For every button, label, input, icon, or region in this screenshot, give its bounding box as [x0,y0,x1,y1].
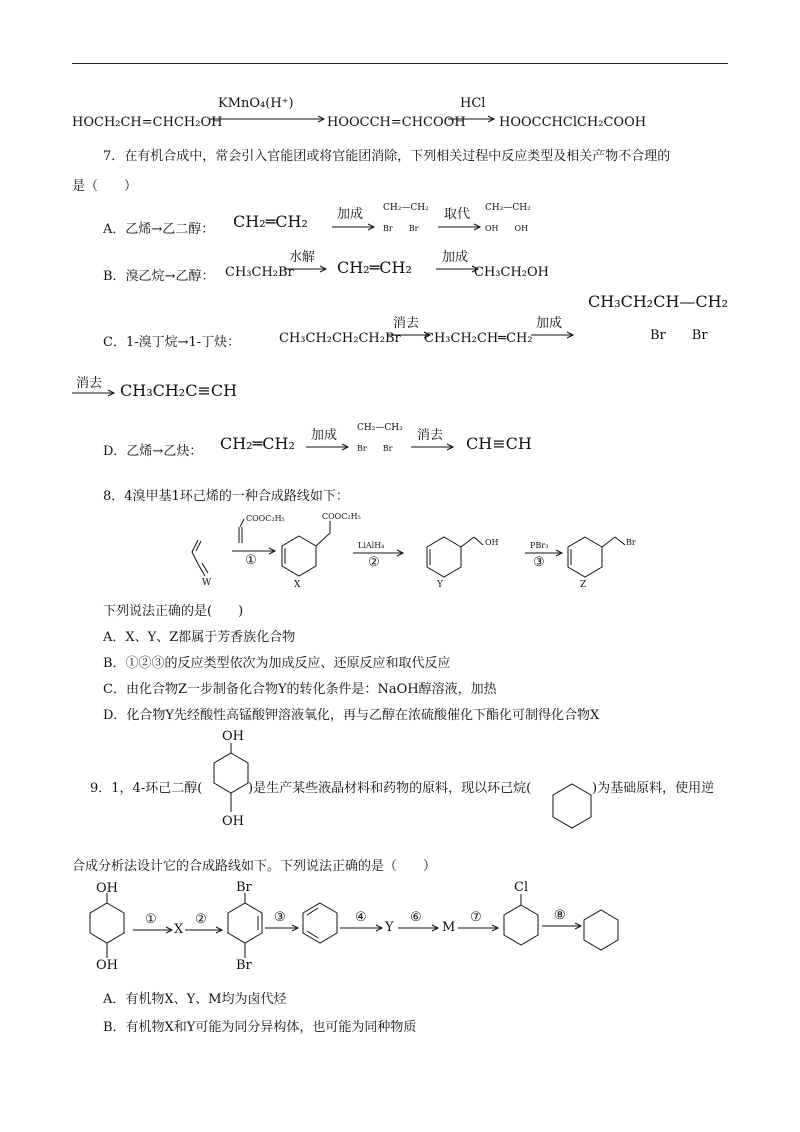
q7-a-end: CH₂—CH₂ [485,203,531,213]
q7-option-d-label: D．乙烯→乙炔： [103,444,203,459]
reaction-end: HOOCCHClCH₂COOH [499,115,647,130]
q9-stem-a: 9．1，4-环己二醇( [90,781,203,796]
q7-stem-cont: 是（ ） [72,179,138,194]
cyclohexane-product-ring [584,910,618,950]
q7-b-end: CH₃CH₂OH [474,265,549,280]
q7-a-end-sub: OH OH [485,224,529,233]
q7-d-start: CH₂═CH₂ [220,434,295,453]
q9-step-3: ③ [274,910,286,925]
chloro-ring [504,905,538,945]
q7-c-arrow2-label: 加成 [536,316,563,331]
q7-d-mid-sub: Br Br [357,444,393,453]
q7-a-mid-sub: Br Br [383,224,419,233]
q7-stem: 7．在有机合成中，常会引入官能团或将官能团消除，下列相关过程中反应类型及相关产物不合理的 [103,149,671,164]
q9-m: M [442,920,456,935]
q7-a-mid: CH₂—CH₂ [383,203,429,213]
q9-stem-2: 合成分析法设计它的合成路线如下。下列说法正确的是（ ） [72,859,437,874]
q9-stem-b: )是生产某些液晶材料和药物的原料，现以环己烷( [248,781,532,796]
q7-option-c-label: C．1-溴丁烷→1-丁炔： [103,335,241,350]
reaction-start: HOCH₂CH=CHCH₂OH [72,115,223,130]
q8-reagent-1: COOC₂H₅ [246,514,285,523]
q9-option-b: B．有机物X和Y可能为同分异构体，也可能为同种物质 [103,1020,417,1035]
q8-y-substituent: OH [485,538,499,547]
q7-c-mid: CH₃CH₂CH═CH₂ [424,331,533,346]
label-y: Y [437,580,443,590]
q9-step-8: ⑧ [554,908,566,923]
q7-a-start: CH₂═CH₂ [233,212,308,231]
q7-c-product-sub: Br Br [650,328,708,343]
q8-x-substituent: COOC₂H₅ [322,512,361,521]
dibromo-ring [228,903,262,943]
q7-d-arrow1-label: 加成 [311,428,338,443]
q9-diol-oh-bottom: OH [96,958,118,973]
q9-x: X [174,922,184,937]
q9-cl: Cl [514,880,529,895]
q9-step-1: ① [145,912,157,927]
q7-a-arrow2-label: 取代 [444,207,471,222]
q7-option-b-label: B．溴乙烷→乙醇： [103,269,215,284]
label-z: Z [580,580,587,590]
q9-stem-c: )为基础原料，使用逆 [592,781,715,796]
q9-y: Y [385,920,394,935]
reaction-reagent-2: HCl [460,96,486,111]
q7-c-end: CH₃CH₂C≡CH [120,381,238,400]
q9-step-7: ⑦ [470,910,482,925]
label-x: X [294,580,301,590]
q8-z-substituent: Br [626,538,636,547]
q9-option-a: A．有机物X、Y、M均为卤代烃 [103,992,287,1007]
q7-a-arrow1-label: 加成 [337,207,364,222]
q8-option-c: C．由化合物Z一步制备化合物Y的转化条件是：NaOH醇溶液，加热 [103,682,497,697]
q9-stem-oh-top: OH [222,729,244,744]
q9-br-top: Br [236,880,252,895]
q8-option-d: D．化合物Y先经酸性高锰酸钾溶液氧化，再与乙醇在浓硫酸催化下酯化可制得化合物X [103,708,600,723]
q9-diol-oh-top: OH [96,881,118,896]
q9-step-4: ④ [355,910,367,925]
reaction-reagent-1: KMnO₄(H⁺) [218,96,294,111]
q7-c-arrow3-label: 消去 [76,376,103,391]
q7-c-start: CH₃CH₂CH₂CH₂Br [279,331,401,346]
label-w: W [202,578,212,588]
q7-d-mid: CH₂—CH₂ [357,423,403,433]
q7-c-arrow1-label: 消去 [393,316,420,331]
q9-step-2: ② [195,912,207,927]
q9-br-bottom: Br [236,958,252,973]
q8-reagent-2: LiAlH₄ [358,541,385,550]
diene-ring [303,903,337,943]
q7-b-arrow2-label: 加成 [442,250,469,265]
q9-step-6: ⑥ [410,910,422,925]
q7-d-arrow2-label: 消去 [417,428,444,443]
diol-ring [90,903,124,943]
q7-b-arrow1-label: 水解 [289,250,316,265]
reaction-mid: HOOCCH=CHCOOH [327,115,466,130]
q8-option-b: B．①②③的反应类型依次为加成反应、还原反应和取代反应 [103,656,451,671]
q8-step-3: ③ [533,555,545,570]
q7-d-end: CH≡CH [466,434,532,453]
q8-step-1: ① [245,553,257,568]
q8-step-2: ② [368,555,380,570]
q8-reagent-3: PBr₃ [530,541,549,550]
q8-option-a: A．X、Y、Z都属于芳香族化合物 [103,630,296,645]
q8-stem: 8．4溴甲基1环己烯的一种合成路线如下： [103,489,349,504]
q7-b-mid: CH₂═CH₂ [337,258,412,277]
q7-b-start: CH₃CH₂Br [225,265,294,280]
q7-c-product: CH₃CH₂CH—CH₂ [588,292,729,311]
q8-prompt: 下列说法正确的是( ) [103,604,244,619]
q9-stem-oh-bottom: OH [222,814,244,829]
q7-option-a-label: A．乙烯→乙二醇： [103,222,215,237]
